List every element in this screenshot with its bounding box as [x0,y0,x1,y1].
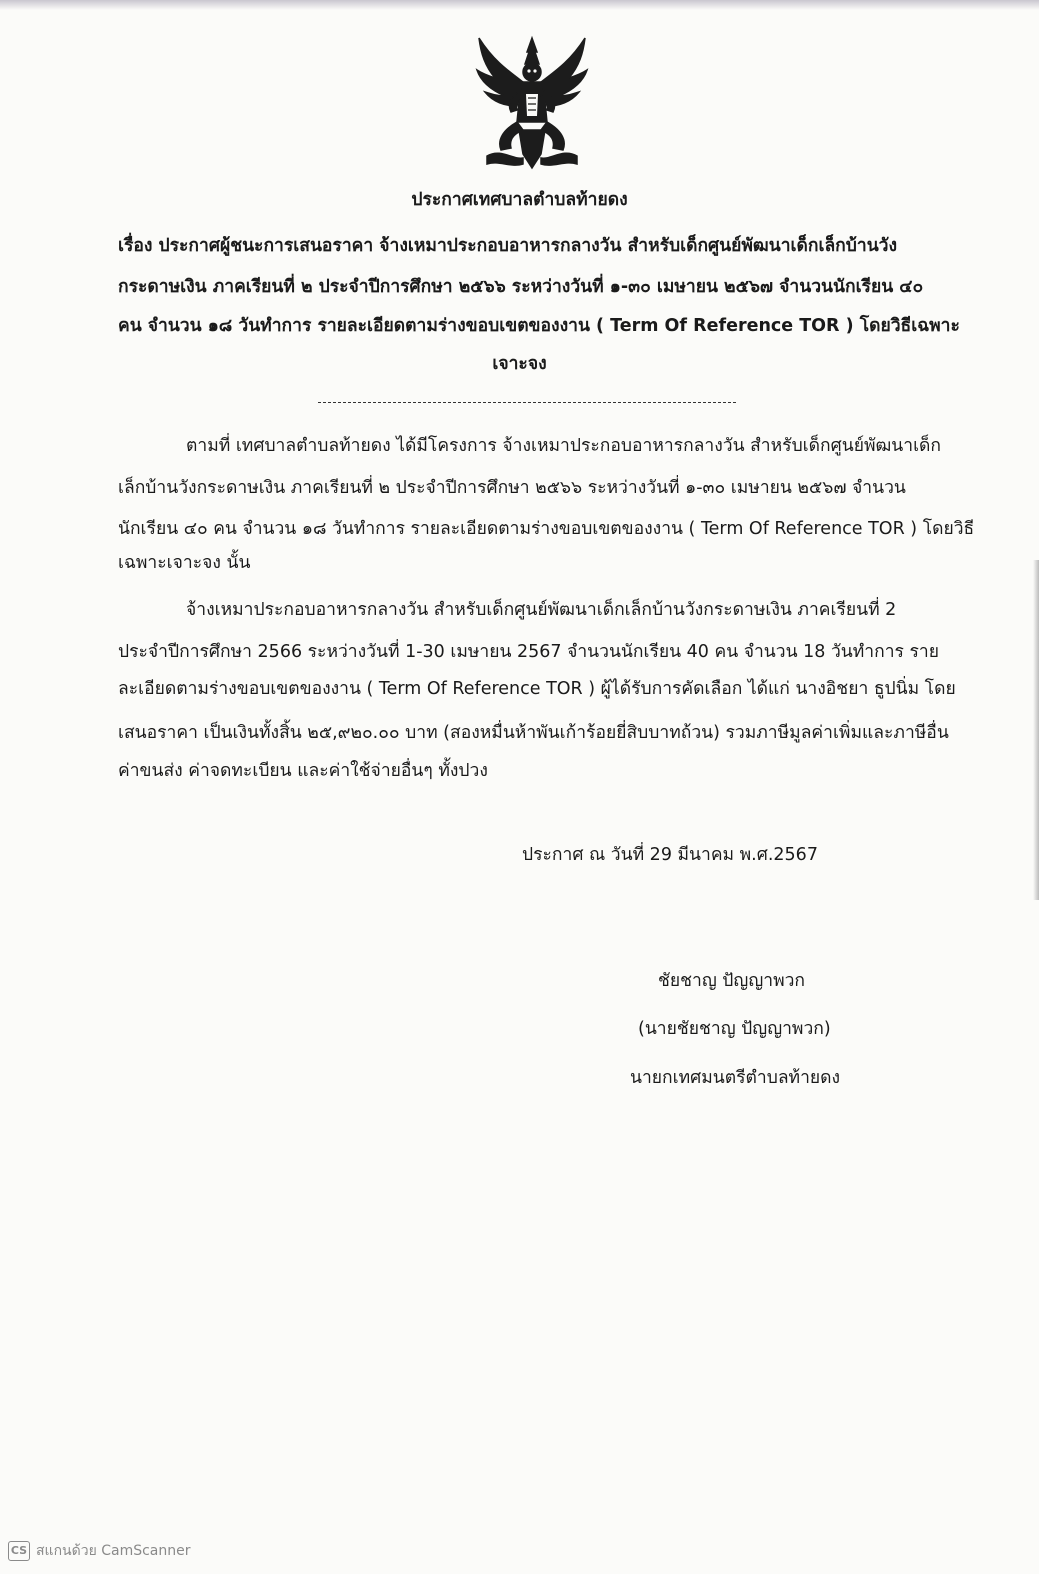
paragraph-line: เฉพาะเจาะจง นั้น [118,553,251,573]
subject-line: กระดาษเงิน ภาคเรียนที่ ๒ ประจำปีการศึกษา ๒๕๖๖ ระหว่างวันที่ ๑-๓๐ เมษายน ๒๕๖๗ จำนวนนักเรียน ๔๐ [118,277,924,297]
paragraph-line: จ้างเหมาประกอบอาหารกลางวัน สำหรับเด็กศูนย์พัฒนาเด็กเล็กบ้านวังกระดาษเงิน ภาคเรียนที่ 2 [186,600,897,620]
scanner-watermark-text: สแกนด้วย CamScanner [36,1543,191,1559]
subject-line: เรื่อง ประกาศผู้ชนะการเสนอราคา จ้างเหมาประกอบอาหารกลางวัน สำหรับเด็กศูนย์พัฒนาเด็กเล็กบ้านวัง [118,236,898,256]
paragraph-line: ประจำปีการศึกษา 2566 ระหว่างวันที่ 1-30 เมษายน 2567 จำนวนนักเรียน 40 คน จำนวน 18 วันทำการ ราย [118,642,939,662]
printed-name: (นายชัยชาญ ปัญญาพวก) [638,1019,831,1039]
paragraph-line: ค่าขนส่ง ค่าจดทะเบียน และค่าใช้จ่ายอื่นๆ ทั้งปวง [118,761,488,781]
camscanner-icon: CS [8,1541,30,1561]
announce-date: ประกาศ ณ วันที่ 29 มีนาคม พ.ศ.2567 [522,845,818,865]
paragraph-line: นักเรียน ๔๐ คน จำนวน ๑๘ วันทำการ รายละเอียดตามร่างขอบเขตของงาน ( Term Of Reference TOR ) โดยวิธี [118,519,975,539]
signer-position: นายกเทศมนตรีตำบลท้ายดง [630,1068,841,1088]
scan-edge-right [1033,560,1039,900]
scan-edge-top [0,0,1039,10]
paragraph-line: ตามที่ เทศบาลตำบลท้ายดง ได้มีโครงการ จ้างเหมาประกอบอาหารกลางวัน สำหรับเด็กศูนย์พัฒนาเด็ก [186,436,942,456]
signed-name: ชัยชาญ ปัญญาพวก [658,971,806,991]
announcement-title: ประกาศเทศบาลตำบลท้ายดง [411,190,628,210]
subject-line: คน จำนวน ๑๘ วันทำการ รายละเอียดตามร่างขอบเขตของงาน ( Term Of Reference TOR ) โดยวิธีเฉพาะ [118,316,960,336]
paragraph-line: ละเอียดตามร่างขอบเขตของงาน ( Term Of Reference TOR ) ผู้ได้รับการคัดเลือก ได้แก่ นางอิชยา ธูปนิ่ม โดย [118,679,956,699]
subject-line: เจาะจง [492,354,547,374]
section-divider [318,402,736,403]
paragraph-line: เสนอราคา เป็นเงินทั้งสิ้น ๒๕,๙๒๐.๐๐ บาท (สองหมื่นห้าพันเก้าร้อยยี่สิบบาทถ้วน) รวมภาษีมูลค่าเพิ่มและภาษีอื่น [118,723,949,743]
garuda-emblem-icon [467,30,597,180]
scanner-watermark [8,1540,191,1562]
paragraph-line: เล็กบ้านวังกระดาษเงิน ภาคเรียนที่ ๒ ประจำปีการศึกษา ๒๕๖๖ ระหว่างวันที่ ๑-๓๐ เมษายน ๒๕๖๗ จำนวน [118,478,906,498]
